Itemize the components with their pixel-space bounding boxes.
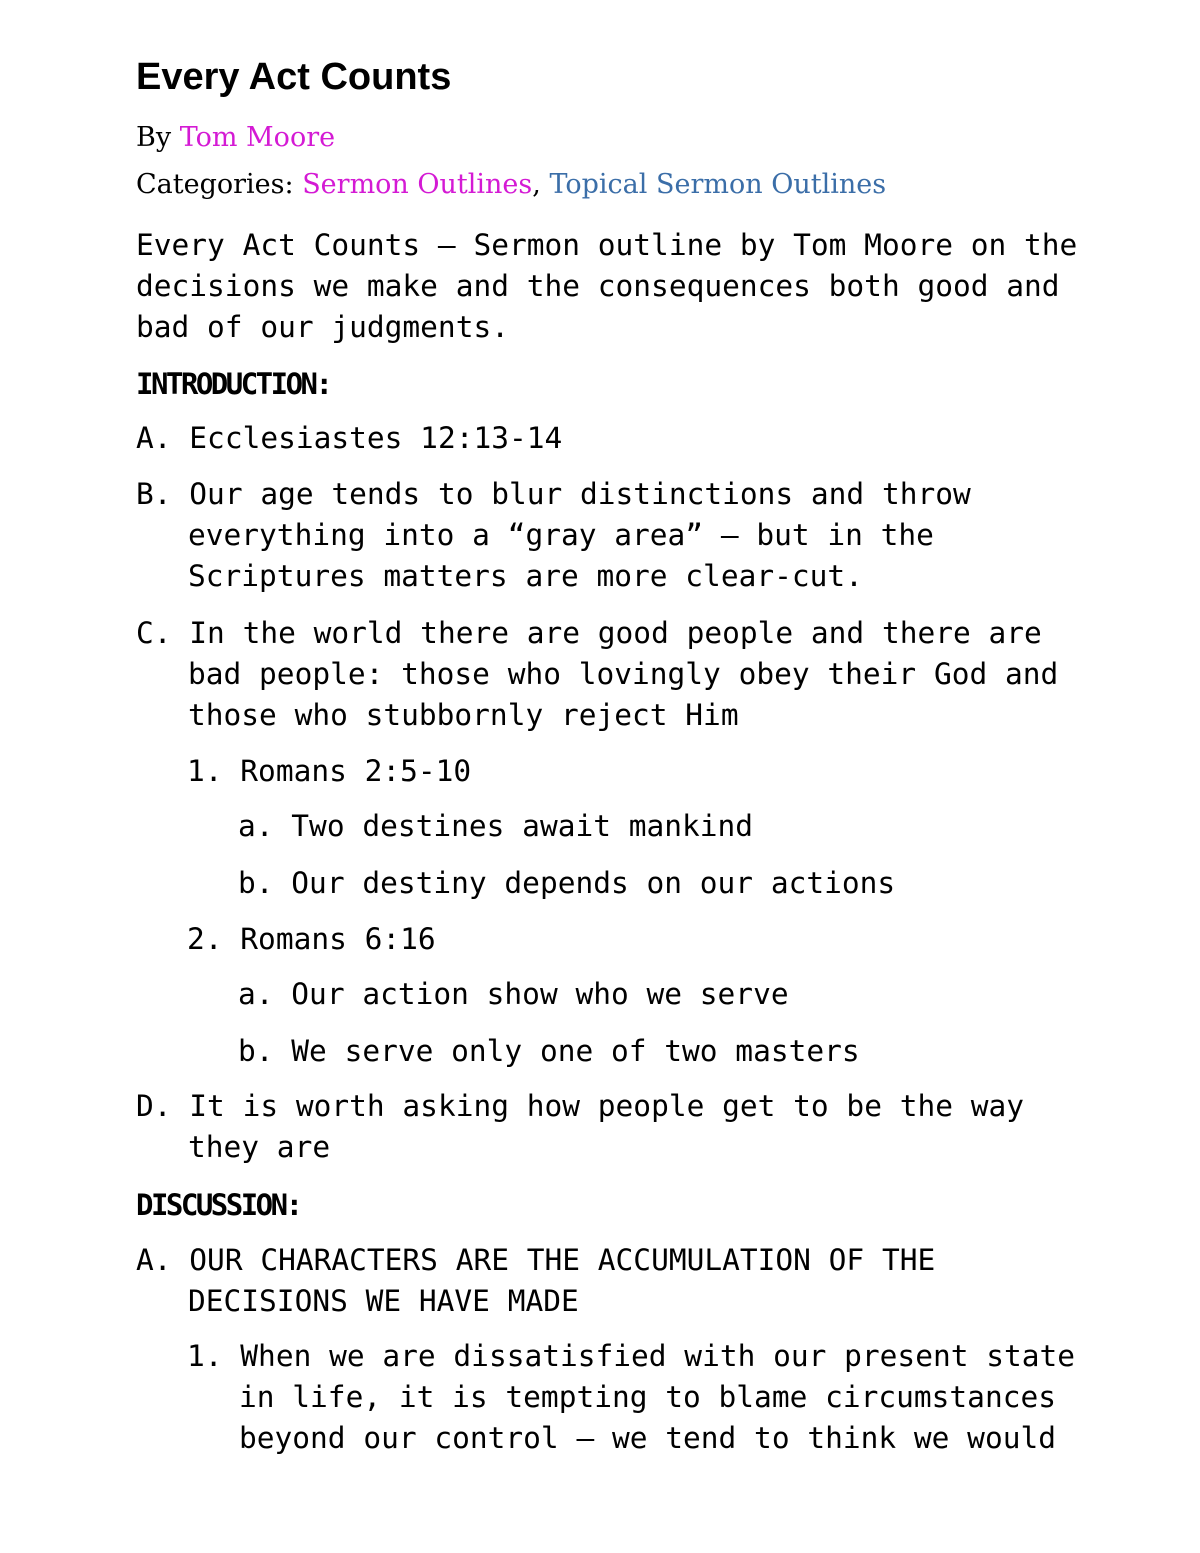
list-item-text: Our action show who we serve <box>291 977 789 1011</box>
list-marker: 1. <box>187 1339 223 1373</box>
list-marker: C. <box>136 616 172 650</box>
list-item-text: those who stubbornly reject Him <box>188 698 739 732</box>
list-item-text: Two destines await mankind <box>291 809 754 843</box>
category-link-topical-sermon-outlines[interactable]: Topical Sermon Outlines <box>549 169 887 200</box>
category-link-sermon-outlines[interactable]: Sermon Outlines <box>302 169 533 200</box>
list-marker: A. <box>136 1243 172 1277</box>
list-item-text: Our destiny depends on our actions <box>291 866 896 900</box>
discussion-heading: DISCUSSION: <box>136 1188 301 1222</box>
list-item-text: It is worth asking how people get to be the way <box>189 1089 1025 1123</box>
intro-item-c-1-b <box>238 863 895 904</box>
summary-line: decisions we make and the consequences both good and <box>136 269 1060 303</box>
intro-item-c <box>136 613 1058 736</box>
categories-separator: , <box>532 169 550 200</box>
list-item-text: bad people: those who lovingly obey their God and <box>188 657 1059 691</box>
list-item-text: We serve only one of two masters <box>291 1034 860 1068</box>
list-item-text: When we are dissatisfied with our present state <box>240 1339 1076 1373</box>
list-item-text: DECISIONS WE HAVE MADE <box>188 1284 579 1318</box>
summary-paragraph <box>136 225 1077 348</box>
categories-line <box>136 167 886 203</box>
discussion-item-a-1 <box>187 1336 1075 1459</box>
list-item-text: OUR CHARACTERS ARE THE ACCUMULATION OF THE <box>189 1243 936 1277</box>
list-item-text: in life, it is tempting to blame circumstances <box>239 1380 1056 1414</box>
list-marker: a. <box>238 809 274 843</box>
list-marker: b. <box>238 1034 274 1068</box>
intro-item-c-2-b <box>238 1031 860 1072</box>
list-marker: a. <box>238 977 274 1011</box>
list-marker: B. <box>136 477 172 511</box>
intro-item-c-2 <box>187 919 436 960</box>
list-item-text: Romans 6:16 <box>240 922 436 956</box>
page-title: Every Act Counts <box>136 56 452 98</box>
summary-line: bad of our judgments. <box>136 310 509 344</box>
list-marker: A. <box>136 421 172 455</box>
byline-prefix: By <box>136 122 180 153</box>
byline <box>136 120 335 156</box>
author-link[interactable]: Tom Moore <box>179 122 336 153</box>
intro-item-c-1-a <box>238 806 753 847</box>
discussion-item-a <box>136 1240 935 1322</box>
list-item-text: In the world there are good people and there are <box>189 616 1042 650</box>
intro-item-a <box>136 418 562 459</box>
list-item-text: Romans 2:5-10 <box>240 754 472 788</box>
list-marker: 2. <box>187 922 223 956</box>
list-marker: D. <box>136 1089 172 1123</box>
list-item-text: they are <box>188 1130 331 1164</box>
introduction-heading: INTRODUCTION: <box>136 367 331 401</box>
list-item-text: Scriptures matters are more clear-cut. <box>188 559 863 593</box>
intro-item-c-2-a <box>238 974 789 1015</box>
categories-prefix: Categories: <box>136 169 303 200</box>
intro-item-d <box>136 1086 1024 1168</box>
list-item-text: Ecclesiastes 12:13-14 <box>189 421 563 455</box>
list-marker: 1. <box>187 754 223 788</box>
list-marker: b. <box>238 866 274 900</box>
list-item-text: beyond our control – we tend to think we would <box>239 1421 1056 1455</box>
intro-item-c-1 <box>187 751 471 792</box>
list-item-text: everything into a “gray area” – but in the <box>188 518 934 552</box>
summary-line: Every Act Counts – Sermon outline by Tom Moore on the <box>136 228 1078 262</box>
intro-item-b <box>136 474 971 597</box>
list-item-text: Our age tends to blur distinctions and throw <box>189 477 971 511</box>
